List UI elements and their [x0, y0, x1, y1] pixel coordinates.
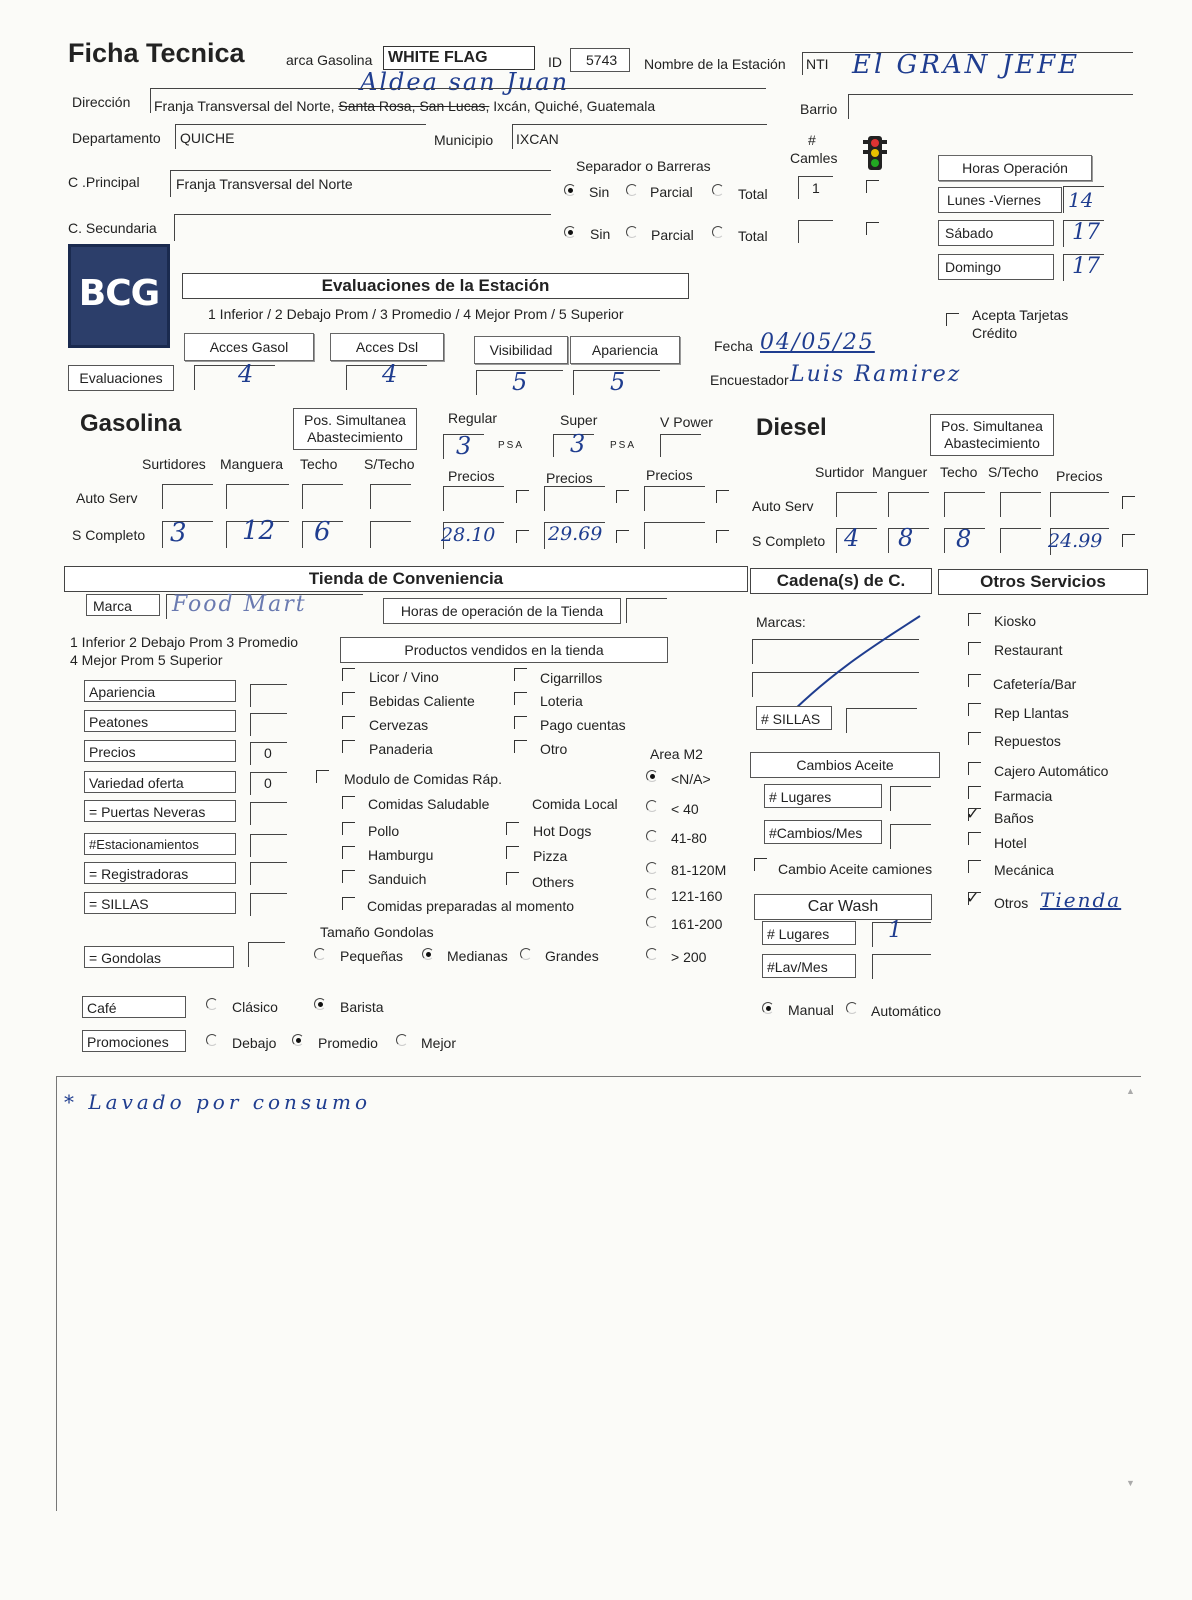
municipio-label: Municipio [434, 132, 494, 148]
rating-puertas-label: = Puertas Neveras [84, 800, 236, 822]
direccion-label: Dirección [72, 94, 131, 110]
super-autoserv-checkbox[interactable] [616, 490, 629, 503]
gasolina-scompleto-techo-value: 6 [314, 517, 331, 547]
area-40-label: < 40 [671, 801, 699, 817]
cambio-camiones-checkbox[interactable] [754, 858, 767, 871]
tienda-marca-value: Food Mart [172, 592, 307, 617]
regular-label: Regular [448, 410, 498, 426]
cambios-lugares-field[interactable] [890, 786, 931, 811]
cafe-barista-label: Barista [340, 999, 384, 1015]
secundaria-sin-radio[interactable] [564, 226, 576, 238]
servicio-restaurant-checkbox[interactable] [968, 642, 981, 655]
scroll-up-icon[interactable]: ▲ [1126, 1086, 1135, 1096]
diesel-autoserv-price[interactable] [1050, 492, 1109, 517]
producto-bebidas-checkbox[interactable] [342, 692, 355, 705]
area-40-radio[interactable] [646, 800, 658, 812]
rating-registradoras-field[interactable] [250, 862, 287, 885]
gasolina-scompleto-stecho[interactable] [370, 521, 411, 548]
diesel-col-surtidor: Surtidor [815, 464, 865, 480]
regular-psa-tag: PSA [498, 440, 525, 451]
producto-cervezas-label: Cervezas [369, 717, 429, 733]
diesel-col-techo: Techo [940, 464, 978, 480]
promo-promedio-label: Promedio [318, 1035, 378, 1051]
separador-sin-label: Sin [589, 184, 610, 200]
separador-total-label: Total [738, 186, 768, 202]
barrio-field[interactable] [848, 94, 1133, 119]
diesel-scompleto-label: S Completo [752, 533, 826, 549]
area-200-radio[interactable] [646, 948, 658, 960]
area-161-200-radio[interactable] [646, 916, 658, 928]
producto-otro-label: Otro [540, 741, 568, 757]
rating-sillas-field[interactable] [250, 893, 287, 916]
servicio-kiosko-label: Kiosko [994, 613, 1037, 629]
diesel-autoserv-stecho[interactable] [1000, 492, 1041, 517]
diesel-col-manguer: Manguer [872, 464, 928, 480]
producto-licor-checkbox[interactable] [342, 668, 355, 681]
comida-sanduich-label: Sanduich [368, 871, 427, 887]
horas-lunes-viernes-value: 14 [1068, 188, 1094, 212]
municipio-value: IXCAN [516, 131, 559, 147]
nombre-label: Nombre de la Estación [644, 56, 786, 72]
servicio-cafeteria-checkbox[interactable] [968, 674, 981, 687]
servicio-mecanica-label: Mecánica [994, 862, 1054, 878]
diesel-price-value: 24.99 [1048, 530, 1103, 552]
tarjetas-label: Acepta Tarjetas Crédito [972, 307, 1069, 341]
tienda-horas-field[interactable] [626, 598, 667, 623]
cafe-label: Café [82, 996, 186, 1018]
id-value: 5743 [586, 52, 618, 68]
area-81-120-label: 81-120M [671, 862, 727, 878]
separador-parcial-radio[interactable] [626, 184, 638, 196]
camiones-checkbox-1[interactable] [866, 180, 879, 193]
horas-domingo-label: Domingo [938, 254, 1054, 280]
gasolina-autoserv-techo[interactable] [302, 484, 343, 509]
otros-title: Otros Servicios [938, 569, 1148, 595]
gasolina-autoserv-label: Auto Serv [76, 490, 138, 506]
principal-value: Franja Transversal del Norte [176, 176, 353, 192]
cadena-title: Cadena(s) de C. [750, 568, 932, 594]
servicio-farmacia-label: Farmacia [994, 788, 1053, 804]
secundaria-sin-label: Sin [590, 226, 611, 242]
cambios-mes-label: #Cambios/Mes [764, 820, 882, 844]
horas-sabado-value: 17 [1072, 220, 1100, 245]
separador-sin-radio[interactable] [564, 184, 576, 196]
horas-lunes-viernes-label: Lunes -Viernes [938, 187, 1062, 213]
tamano-medianas-radio[interactable] [422, 948, 434, 960]
comida-pollo-checkbox[interactable] [342, 822, 355, 835]
carwash-manual-radio[interactable] [762, 1002, 774, 1014]
secundaria-parcial-label: Parcial [651, 227, 694, 243]
secundaria-field[interactable] [174, 214, 551, 241]
separador-parcial-label: Parcial [650, 184, 693, 200]
super-scompleto-checkbox[interactable] [616, 530, 629, 543]
cambio-camiones-label: Cambio Aceite camiones [778, 861, 933, 877]
comida-pollo-label: Pollo [368, 823, 400, 839]
evaluaciones-label: Evaluaciones [68, 365, 174, 391]
gasolina-autoserv-stecho[interactable] [370, 484, 411, 509]
diesel-scompleto-manguer-value: 8 [898, 524, 914, 552]
regular-autoserv-price[interactable] [443, 486, 504, 511]
comida-hamburguesa-label: Hamburgu [368, 847, 434, 863]
tamano-grandes-radio[interactable] [520, 948, 532, 960]
bcg-logo [68, 244, 170, 348]
servicio-repuestos-checkbox[interactable] [968, 732, 981, 745]
promo-mejor-radio[interactable] [396, 1034, 408, 1046]
cambios-aceite-title: Cambios Aceite [750, 752, 940, 778]
cambios-mes-field[interactable] [890, 824, 931, 849]
cafe-clasico-label: Clásico [232, 999, 278, 1015]
super-psa-value: 3 [570, 430, 586, 458]
rating-peatones-field[interactable] [250, 713, 287, 736]
nombre-value: NTI [806, 56, 829, 72]
departamento-label: Departamento [72, 130, 161, 146]
super-psa-tag: PSA [610, 440, 637, 451]
servicio-banos-label: Baños [994, 810, 1034, 826]
vpower-autoserv-price[interactable] [644, 486, 705, 511]
carwash-automatico-radio[interactable] [846, 1002, 858, 1014]
rating-peatones-label: Peatones [84, 710, 236, 732]
regular-precios-label: Precios [448, 468, 495, 484]
comida-local-label: Comida Local [532, 796, 618, 812]
tamano-pequenas-radio[interactable] [314, 948, 326, 960]
acces-gasol-label: Acces Gasol [184, 333, 314, 361]
notes-text: * Lavado por consumo [64, 1090, 372, 1114]
otros-check-mark: ✓ [966, 890, 980, 907]
productos-title: Productos vendidos en la tienda [340, 637, 668, 663]
producto-cervezas-checkbox[interactable] [342, 716, 355, 729]
scroll-down-icon[interactable]: ▼ [1126, 1478, 1135, 1488]
camiones-value: 1 [812, 180, 820, 196]
diesel-title: Diesel [756, 414, 827, 441]
tienda-scale-1: 1 Inferior 2 Debajo Prom 3 Promedio [70, 634, 298, 650]
gasolina-autoserv-surtidores[interactable] [162, 484, 213, 509]
servicio-kiosko-checkbox[interactable] [968, 613, 981, 626]
departamento-value: QUICHE [180, 130, 235, 146]
area-m2-label: Area M2 [650, 746, 703, 762]
rating-apariencia-field[interactable] [250, 684, 287, 707]
comida-hamburguesa-checkbox[interactable] [342, 846, 355, 859]
gasolina-col-stecho: S/Techo [364, 456, 415, 472]
gasolina-autoserv-manguera[interactable] [226, 484, 289, 509]
modulo-comidas-label: Modulo de Comidas Ráp. [344, 771, 502, 787]
producto-panaderia-checkbox[interactable] [342, 740, 355, 753]
vpower-autoserv-checkbox[interactable] [716, 490, 729, 503]
cadena-marcas-label: Marcas: [756, 614, 806, 630]
diesel-col-precios: Precios [1056, 468, 1103, 484]
producto-licor-label: Licor / Vino [369, 669, 439, 685]
secundaria-total-label: Total [738, 228, 768, 244]
regular-scompleto-checkbox[interactable] [516, 530, 529, 543]
separador-total-radio[interactable] [712, 184, 724, 196]
carwash-lavmes-field[interactable] [872, 954, 931, 979]
promociones-label: Promociones [82, 1030, 186, 1052]
evaluaciones-title: Evaluaciones de la Estación [182, 273, 689, 299]
rating-puertas-field[interactable] [250, 802, 287, 825]
regular-autoserv-checkbox[interactable] [516, 490, 529, 503]
diesel-pos-label: Pos. Simultanea Abastecimiento [930, 414, 1054, 456]
area-161-200-label: 161-200 [671, 916, 723, 932]
rating-precios-label: Precios [84, 740, 236, 762]
principal-label: C .Principal [68, 174, 140, 190]
servicio-otros-value: Tienda [1040, 888, 1122, 912]
diesel-scompleto-stecho[interactable] [1000, 528, 1041, 553]
gasolina-scompleto-surtidores-value: 3 [170, 518, 187, 548]
vpower-psa-field[interactable] [660, 434, 701, 457]
secundaria-label: C. Secundaria [68, 220, 157, 236]
tamano-pequenas-label: Pequeñas [340, 948, 404, 964]
rating-variedad-value: 0 [264, 775, 272, 791]
servicio-llantas-label: Rep Llantas [994, 705, 1069, 721]
carwash-automatico-label: Automático [871, 1003, 942, 1019]
rating-estacionamientos-field[interactable] [250, 834, 287, 857]
camiones-label: Camles [790, 150, 838, 166]
separador-label: Separador o Barreras [576, 158, 711, 174]
super-label: Super [560, 412, 598, 428]
super-price-value: 29.69 [548, 523, 603, 545]
diesel-autoserv-label: Auto Serv [752, 498, 814, 514]
comida-sanduich-checkbox[interactable] [342, 870, 355, 883]
comida-hotdogs-label: Hot Dogs [533, 823, 592, 839]
servicio-restaurant-label: Restaurant [994, 642, 1063, 658]
regular-psa-value: 3 [456, 432, 472, 460]
secundaria-total-radio[interactable] [712, 226, 724, 238]
bcg-logo-text: BCG [78, 273, 160, 314]
servicio-mecanica-checkbox[interactable] [968, 860, 981, 873]
tamano-medianas-label: Medianas [447, 948, 508, 964]
servicio-otros-label: Otros [994, 895, 1029, 911]
nombre-handwritten: El GRAN JEFE [852, 50, 1081, 80]
horas-domingo-value: 17 [1072, 254, 1100, 279]
diesel-autoserv-checkbox[interactable] [1122, 496, 1135, 509]
promo-debajo-radio[interactable] [206, 1034, 218, 1046]
producto-pago-checkbox[interactable] [514, 716, 527, 729]
servicio-farmacia-checkbox[interactable] [968, 786, 981, 799]
servicio-cafeteria-label: Cafetería/Bar [993, 676, 1077, 692]
producto-bebidas-label: Bebidas Caliente [369, 693, 475, 709]
gasolina-col-techo: Techo [300, 456, 338, 472]
servicio-llantas-checkbox[interactable] [968, 703, 981, 716]
tienda-marca-label: Marca [86, 594, 160, 616]
regular-price-value: 28.10 [441, 524, 496, 546]
promo-debajo-label: Debajo [232, 1035, 277, 1051]
area-41-80-radio[interactable] [646, 830, 658, 842]
promo-mejor-label: Mejor [421, 1035, 457, 1051]
carwash-manual-label: Manual [788, 1002, 834, 1018]
tienda-horas-label: Horas de operación de la Tienda [383, 598, 621, 624]
diesel-scompleto-surtidor-value: 4 [844, 524, 860, 552]
encuestador-value: Luis Ramirez [790, 362, 962, 387]
diesel-autoserv-manguer[interactable] [888, 492, 929, 517]
direccion-value [154, 98, 655, 114]
notes-area[interactable] [56, 1076, 1141, 1511]
cadena-sillas-label: # SILLAS [756, 706, 832, 730]
cafe-barista-radio[interactable] [314, 998, 326, 1010]
area-41-80-label: 41-80 [671, 830, 707, 846]
gondolas-label: = Gondolas [84, 946, 234, 968]
gasolina-col-surtidores: Surtidores [142, 456, 206, 472]
rating-estacionamientos-label: #Estacionamientos [84, 833, 236, 855]
carwash-lugares-value: 1 [888, 918, 902, 943]
diesel-col-stecho: S/Techo [988, 464, 1039, 480]
super-autoserv-price[interactable] [544, 486, 605, 511]
servicio-hotel-checkbox[interactable] [968, 832, 981, 845]
carwash-lugares-label: # Lugares [762, 921, 856, 945]
gasolina-scompleto-manguera-value: 12 [242, 516, 276, 546]
servicio-repuestos-label: Repuestos [994, 733, 1061, 749]
direccion-handwritten: Aldea san Juan [360, 68, 570, 96]
producto-loteria-label: Loteria [540, 693, 583, 709]
producto-otro-checkbox[interactable] [514, 740, 527, 753]
comida-saludable-label: Comidas Saludable [368, 796, 490, 812]
acces-gasol-field[interactable] [194, 365, 275, 390]
acces-dsl-value: 4 [382, 360, 398, 388]
camiones-checkbox-2[interactable] [866, 222, 879, 235]
apariencia-label: Apariencia [570, 336, 680, 364]
visibilidad-value: 5 [512, 368, 528, 396]
rating-variedad-label: Variedad oferta [84, 771, 236, 793]
direccion-struck: Santa Rosa, San Lucas, [338, 98, 490, 114]
gondolas-field[interactable] [248, 942, 285, 967]
modulo-comidas-checkbox[interactable] [316, 770, 329, 783]
comida-pizza-label: Pizza [533, 848, 568, 864]
servicio-hotel-label: Hotel [994, 835, 1027, 851]
vpower-scompleto-price[interactable] [644, 522, 705, 549]
diesel-scompleto-techo-value: 8 [956, 525, 972, 553]
tienda-title: Tienda de Conveniencia [64, 566, 748, 592]
tamano-gondolas-label: Tamaño Gondolas [320, 924, 434, 940]
direccion-prefix: Franja Transversal del Norte, [154, 98, 339, 114]
marca-value: WHITE FLAG [388, 49, 488, 66]
promo-promedio-radio[interactable] [292, 1034, 304, 1046]
fecha-label: Fecha [714, 338, 753, 354]
comida-hotdogs-checkbox[interactable] [506, 822, 519, 835]
diesel-autoserv-techo[interactable] [944, 492, 985, 517]
page-title: Ficha Tecnica [68, 38, 245, 68]
traffic-light-icon [862, 134, 888, 178]
horas-operacion-title: Horas Operación [938, 155, 1092, 181]
evaluaciones-scale: 1 Inferior / 2 Debajo Prom / 3 Promedio / 4 Mejor Prom / 5 Superior [208, 306, 624, 322]
comidas-preparadas-checkbox[interactable] [342, 897, 355, 910]
encuestador-label: Encuestador [710, 372, 789, 388]
cafe-clasico-radio[interactable] [206, 998, 218, 1010]
fecha-value: 04/05/25 [760, 330, 875, 355]
area-121-160-label: 121-160 [671, 888, 723, 904]
barrio-label: Barrio [800, 101, 838, 117]
servicio-cajero-checkbox[interactable] [968, 762, 981, 775]
banos-check-mark: ✓ [966, 806, 980, 823]
super-precios-label: Precios [546, 470, 593, 486]
producto-panaderia-label: Panaderia [369, 741, 433, 757]
diesel-scompleto-checkbox[interactable] [1122, 534, 1135, 547]
comida-pizza-checkbox[interactable] [506, 846, 519, 859]
rating-registradoras-label: = Registradoras [84, 862, 236, 884]
producto-pago-label: Pago cuentas [540, 717, 626, 733]
cadena-sillas-field[interactable] [846, 708, 917, 733]
tienda-scale-2: 4 Mejor Prom 5 Superior [70, 652, 223, 668]
vpower-precios-label: Precios [646, 467, 693, 483]
tarjetas-checkbox[interactable] [946, 313, 959, 326]
area-na-label: <N/A> [671, 771, 711, 787]
producto-loteria-checkbox[interactable] [514, 692, 527, 705]
comidas-preparadas-label: Comidas preparadas al momento [367, 898, 574, 914]
horas-sabado-label: Sábado [938, 220, 1054, 246]
tamano-grandes-label: Grandes [545, 948, 599, 964]
secundaria-parcial-radio[interactable] [626, 226, 638, 238]
acces-dsl-label: Acces Dsl [330, 333, 444, 361]
gasolina-col-manguera: Manguera [220, 456, 284, 472]
rating-sillas-label: = SILLAS [84, 892, 236, 914]
id-label: ID [548, 54, 562, 70]
apariencia-value: 5 [610, 368, 626, 396]
rating-apariencia-label: Apariencia [84, 680, 236, 702]
comida-saludable-checkbox[interactable] [342, 796, 355, 809]
marca-label: arca Gasolina [286, 52, 373, 68]
area-121-160-radio[interactable] [646, 888, 658, 900]
vpower-label: V Power [660, 414, 713, 430]
cambios-lugares-label: # Lugares [764, 784, 882, 808]
carwash-lavmes-label: #Lav/Mes [762, 954, 856, 978]
rating-precios-value: 0 [264, 745, 272, 761]
visibilidad-label: Visibilidad [474, 336, 568, 364]
vpower-scompleto-checkbox[interactable] [716, 530, 729, 543]
area-na-radio[interactable] [646, 770, 658, 782]
gasolina-pos-label: Pos. Simultanea Abastecimiento [293, 408, 417, 450]
area-200-label: > 200 [671, 949, 707, 965]
carwash-title: Car Wash [754, 894, 932, 920]
producto-cigarrillos-checkbox[interactable] [514, 668, 527, 681]
comida-others-checkbox[interactable] [506, 872, 519, 885]
producto-cigarrillos-label: Cigarrillos [540, 670, 603, 686]
direccion-suffix: Ixcán, Quiché, Guatemala [489, 98, 656, 114]
acces-gasol-value: 4 [238, 360, 254, 388]
gasolina-title: Gasolina [80, 410, 182, 437]
diesel-autoserv-surtidor[interactable] [836, 492, 877, 517]
area-81-120-radio[interactable] [646, 862, 658, 874]
camiones-field-2[interactable] [798, 220, 833, 243]
comida-others-label: Others [532, 874, 575, 890]
servicio-cajero-label: Cajero Automático [994, 763, 1109, 779]
camiones-hash: # [808, 132, 816, 148]
gasolina-scompleto-label: S Completo [72, 527, 146, 543]
